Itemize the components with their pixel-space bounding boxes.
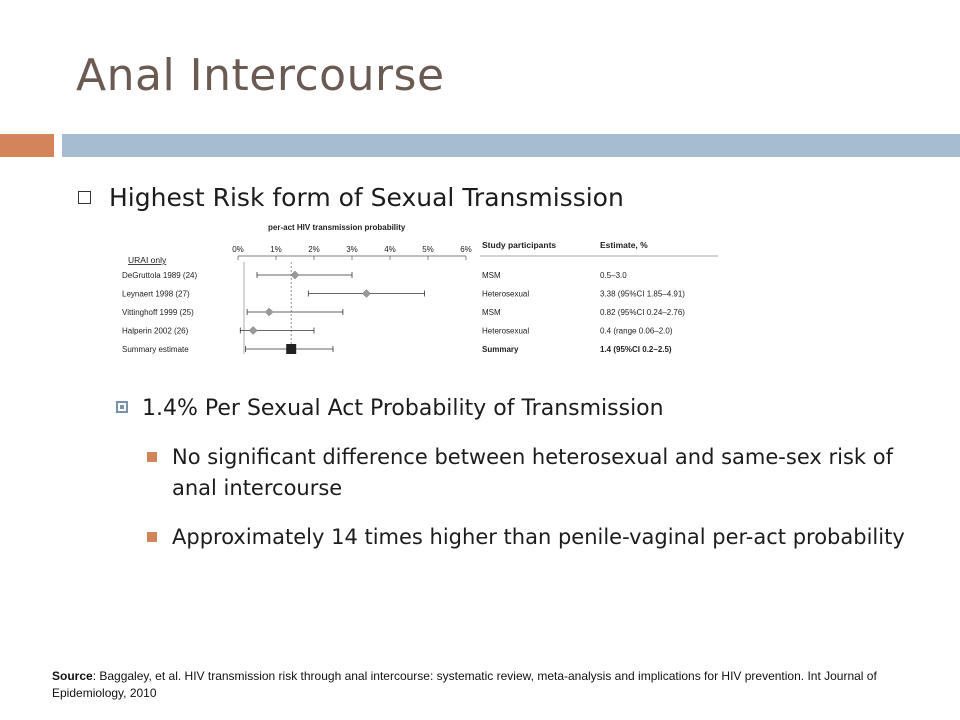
accent-bar-orange (0, 134, 54, 157)
orange-square-bullet-icon (147, 452, 157, 462)
estimate-point (265, 308, 273, 316)
bullet-level3-2 (147, 522, 907, 553)
x-tick-label: 3% (346, 245, 358, 254)
row-participants: Heterosexual (482, 326, 530, 336)
bullet-level2 (116, 396, 664, 421)
row-estimate: 1.4 (95%CI 0.2–2.5) (600, 345, 672, 354)
x-tick-label: 4% (384, 245, 396, 254)
row-study-label: Halperin 2002 (26) (122, 326, 189, 336)
row-estimate: 0.4 (range 0.06–2.0) (600, 326, 673, 336)
summary-point (286, 344, 296, 354)
row-participants: MSM (482, 271, 501, 280)
row-participants: Heterosexual (482, 289, 530, 299)
hollow-square-bullet-icon (78, 191, 91, 204)
col-header-estimate: Estimate, % (600, 240, 648, 250)
row-study-label: Summary estimate (122, 345, 189, 354)
chart-title: per-act HIV transmission probability (268, 223, 406, 232)
row-participants: Summary (482, 345, 519, 354)
bullet-level3-1-text: No significant difference between heterosexual and same-sex risk of anal intercourse (172, 445, 893, 500)
row-study-label: DeGruttola 1989 (24) (122, 271, 198, 280)
bullet-level1 (78, 183, 624, 212)
row-study-label: Vittinghoff 1999 (25) (122, 308, 194, 317)
estimate-point (249, 327, 257, 335)
source-text: : Baggaley, et al. HIV transmission risk through anal intercourse: systematic review, meta-analysis and implications for HIV prevention. Int Journal of Epidemiology, 2010 (52, 669, 877, 700)
orange-square-bullet-icon (147, 532, 157, 542)
forest-rows (122, 271, 685, 354)
row-participants: MSM (482, 308, 501, 317)
x-tick-label: 0% (232, 245, 244, 254)
x-tick-label: 2% (308, 245, 320, 254)
forest-plot (118, 218, 738, 360)
x-tick-label: 5% (422, 245, 434, 254)
x-axis-ticks (232, 245, 472, 354)
source-citation (52, 668, 892, 702)
subgroup-label: URAI only (128, 255, 167, 265)
slide-title: Anal Intercourse (76, 50, 445, 101)
bullet-level3-1 (147, 442, 907, 504)
row-estimate: 0.5–3.0 (600, 271, 627, 280)
row-estimate: 3.38 (95%CI 1.85–4.91) (600, 289, 685, 299)
col-header-participants: Study participants (482, 240, 557, 250)
bullet-level1-text: Highest Risk form of Sexual Transmission (109, 183, 624, 212)
source-label: Source (52, 669, 93, 683)
x-tick-label: 1% (270, 245, 282, 254)
row-estimate: 0.82 (95%CI 0.24–2.76) (600, 308, 685, 317)
estimate-point (362, 290, 370, 298)
filled-square-bullet-icon (116, 401, 128, 413)
bullet-level3-2-text: Approximately 14 times higher than penile-vaginal per-act probability (172, 525, 905, 549)
x-tick-label: 6% (460, 245, 472, 254)
accent-bar-blue (62, 134, 960, 157)
bullet-level2-text: 1.4% Per Sexual Act Probability of Transmission (142, 396, 664, 421)
row-study-label: Leynaert 1998 (27) (122, 289, 190, 299)
estimate-point (291, 271, 299, 279)
